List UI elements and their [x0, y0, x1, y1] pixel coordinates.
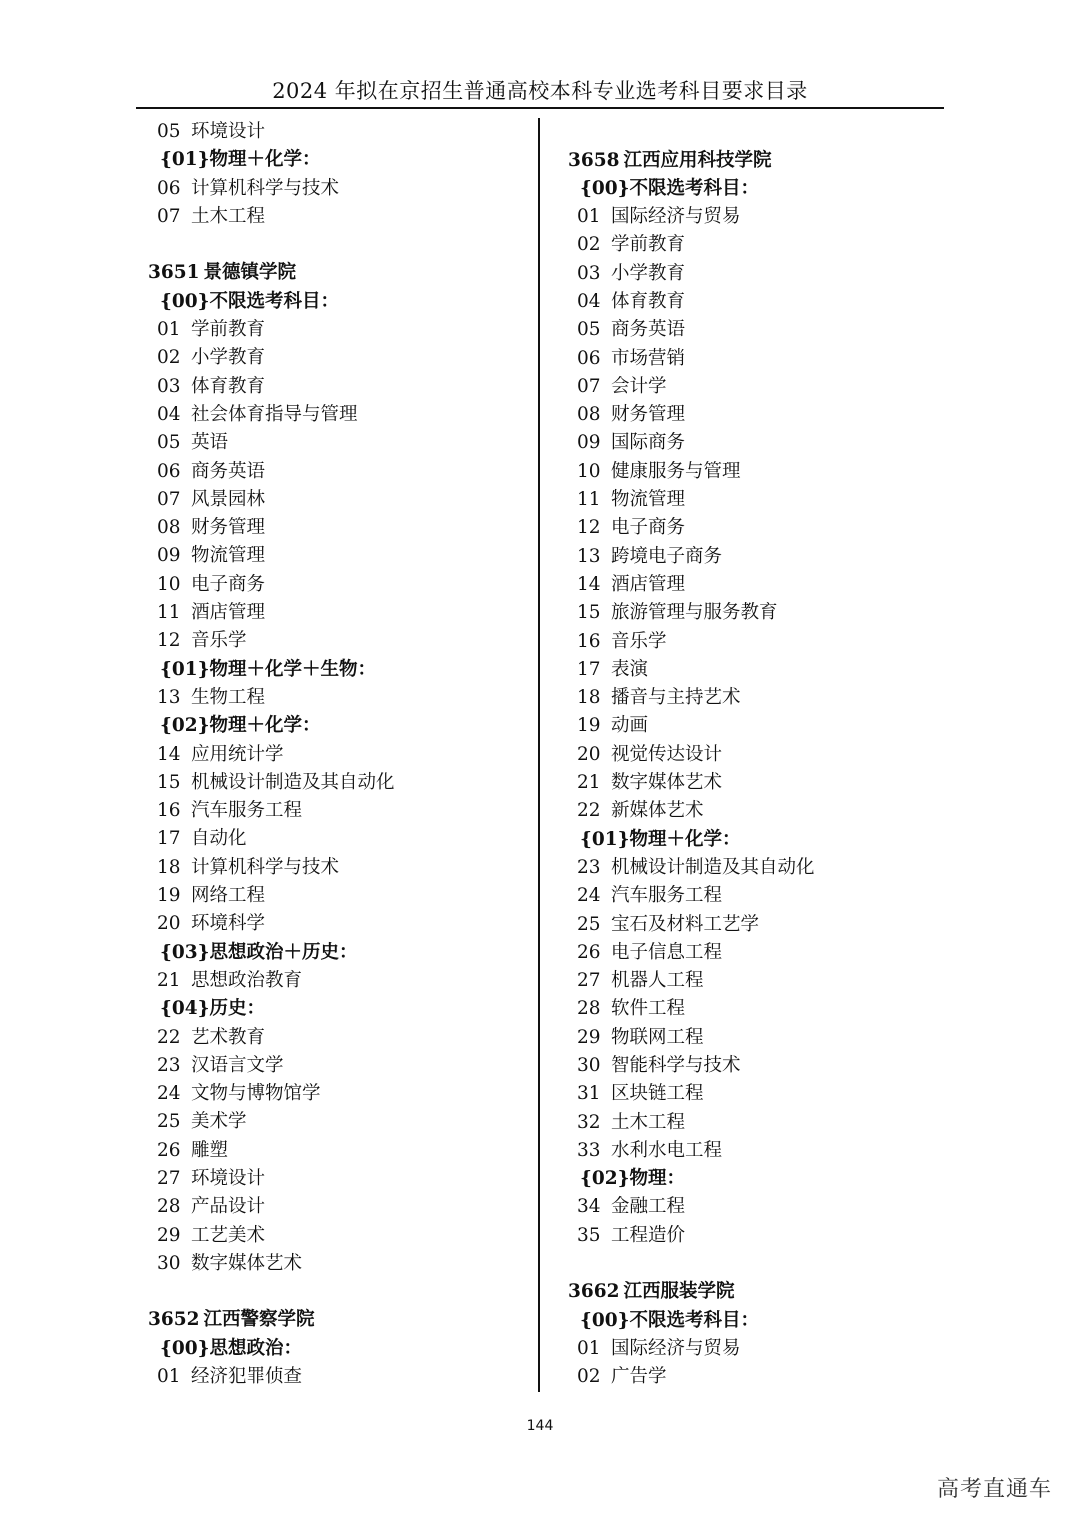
major-item	[148, 1080, 528, 1108]
major-name: 雕塑	[191, 1139, 229, 1161]
major-code: 01	[577, 1337, 601, 1359]
major-name: 英语	[191, 432, 229, 454]
major-code: 26	[157, 1139, 181, 1161]
major-item	[148, 1363, 528, 1391]
major-name: 土木工程	[611, 1111, 686, 1133]
major-code: 07	[577, 375, 601, 397]
major-code: 15	[577, 602, 601, 624]
major-name: 物流管理	[611, 489, 686, 511]
major-item	[148, 316, 528, 344]
major-item	[148, 344, 528, 372]
major-item	[568, 1052, 948, 1080]
major-code: 30	[577, 1055, 601, 1076]
major-code: 26	[577, 941, 601, 963]
major-name: 电子商务	[611, 517, 686, 539]
major-code: 34	[577, 1196, 601, 1218]
major-code: 35	[577, 1224, 601, 1246]
major-code: 23	[157, 1054, 181, 1076]
major-name: 健康服务与管理	[611, 460, 741, 482]
major-name: 动画	[611, 715, 649, 737]
major-name: 视觉传达设计	[611, 743, 723, 765]
major-name: 数字媒体艺术	[611, 772, 723, 794]
major-name: 商务英语	[191, 460, 266, 482]
major-name: 物流管理	[191, 545, 266, 567]
major-item	[148, 1193, 528, 1221]
column-divider	[538, 118, 540, 1392]
major-item	[568, 486, 948, 514]
school-name: 江西服装学院	[623, 1281, 735, 1303]
major-item	[148, 1108, 528, 1136]
major-item	[568, 401, 948, 429]
major-code: 05	[577, 319, 601, 341]
major-code: 20	[157, 913, 181, 935]
left-column	[148, 118, 528, 1391]
major-name: 财务管理	[611, 404, 686, 426]
major-name: 软件工程	[611, 998, 686, 1020]
major-name: 自动化	[191, 828, 247, 850]
school-code: 3652	[148, 1309, 200, 1331]
spacer	[148, 1278, 528, 1306]
major-code: 12	[157, 630, 181, 652]
school-code: 3651	[148, 262, 200, 284]
major-item	[568, 1024, 948, 1052]
major-code: 04	[577, 290, 601, 312]
right-column	[568, 147, 948, 1392]
major-code: 25	[577, 913, 601, 935]
major-code: 31	[577, 1083, 601, 1105]
major-item	[148, 429, 528, 457]
subject-group-heading: {03}思想政治＋历史：	[160, 941, 358, 963]
major-item	[568, 288, 948, 316]
subject-group-heading: {00}思想政治：	[160, 1337, 303, 1359]
major-code: 09	[157, 545, 181, 567]
major-code: 13	[577, 545, 601, 567]
major-item	[568, 1222, 948, 1250]
major-name: 社会体育指导与管理	[191, 403, 358, 425]
major-code: 20	[577, 743, 601, 765]
major-code: 24	[577, 885, 601, 907]
spacer	[148, 231, 528, 259]
major-item	[148, 401, 528, 429]
major-item	[568, 260, 948, 288]
major-name: 机械设计制造及其自动化	[191, 771, 395, 793]
major-code: 01	[577, 206, 601, 228]
major-code: 07	[157, 205, 181, 227]
major-item	[568, 429, 948, 457]
major-name: 网络工程	[191, 885, 266, 907]
subject-group-heading: {01}物理＋化学：	[160, 149, 321, 171]
major-code: 25	[157, 1111, 181, 1133]
major-name: 机械设计制造及其自动化	[611, 856, 815, 878]
major-name: 思想政治教育	[191, 969, 303, 991]
major-item	[568, 514, 948, 542]
major-name: 跨境电子商务	[611, 545, 723, 567]
major-name: 环境科学	[191, 913, 266, 935]
major-name: 艺术教育	[191, 1026, 266, 1048]
major-code: 14	[577, 573, 601, 595]
major-name: 物联网工程	[611, 1026, 704, 1048]
major-name: 播音与主持艺术	[611, 687, 741, 709]
major-item	[148, 910, 528, 938]
major-item	[148, 684, 528, 712]
subject-group-heading: {00}不限选考科目：	[580, 177, 760, 199]
major-code: 05	[157, 432, 181, 454]
major-code: 21	[157, 969, 181, 991]
major-name: 旅游管理与服务教育	[611, 602, 778, 624]
major-item	[148, 458, 528, 486]
major-code: 05	[157, 121, 181, 142]
major-item	[568, 1363, 948, 1391]
major-name: 机器人工程	[611, 970, 704, 992]
major-name: 国际经济与贸易	[611, 206, 741, 228]
major-item	[148, 627, 528, 655]
major-code: 33	[577, 1139, 601, 1161]
major-item	[148, 769, 528, 797]
subject-group-heading: {04}历史：	[160, 998, 266, 1020]
page-number: 144	[526, 1418, 554, 1434]
major-code: 06	[157, 177, 181, 199]
major-name: 酒店管理	[611, 573, 686, 595]
major-code: 24	[157, 1083, 181, 1105]
major-code: 23	[577, 856, 601, 878]
major-name: 风景园林	[191, 488, 266, 510]
major-item	[568, 854, 948, 882]
major-name: 表演	[611, 658, 649, 680]
major-item	[568, 1193, 948, 1221]
major-name: 学前教育	[191, 319, 266, 341]
major-code: 08	[157, 517, 181, 539]
major-code: 28	[157, 1196, 181, 1218]
major-name: 生物工程	[191, 686, 266, 708]
major-item	[568, 797, 948, 825]
major-code: 01	[157, 1366, 181, 1388]
major-name: 小学教育	[611, 262, 686, 284]
major-item	[568, 373, 948, 401]
major-name: 智能科学与技术	[611, 1055, 741, 1076]
major-code: 27	[577, 970, 601, 992]
major-name: 产品设计	[191, 1196, 266, 1218]
major-item	[568, 967, 948, 995]
major-item	[148, 1137, 528, 1165]
major-item	[568, 571, 948, 599]
major-item	[148, 967, 528, 995]
major-code: 12	[577, 517, 601, 539]
major-name: 电子信息工程	[611, 941, 723, 963]
major-name: 体育教育	[191, 375, 266, 397]
major-name: 经济犯罪侦查	[191, 1366, 303, 1388]
major-code: 16	[577, 630, 601, 652]
major-code: 06	[157, 460, 181, 482]
major-item	[148, 797, 528, 825]
major-item	[148, 1165, 528, 1193]
major-item	[568, 712, 948, 740]
spacer	[568, 1250, 948, 1278]
major-code: 18	[157, 856, 181, 878]
major-item	[568, 911, 948, 939]
major-name: 学前教育	[611, 234, 686, 256]
major-code: 03	[157, 375, 181, 397]
major-name: 汉语言文学	[191, 1054, 284, 1076]
major-item	[568, 599, 948, 627]
major-item	[148, 542, 528, 570]
major-item	[148, 882, 528, 910]
major-code: 17	[577, 658, 601, 680]
major-code: 09	[577, 432, 601, 454]
major-item	[568, 1109, 948, 1137]
major-name: 应用统计学	[191, 743, 284, 765]
major-code: 29	[577, 1026, 601, 1048]
major-code: 18	[577, 687, 601, 709]
subject-group-heading: {00}不限选考科目：	[580, 1309, 760, 1331]
major-name: 国际经济与贸易	[611, 1337, 741, 1359]
major-item	[568, 1080, 948, 1108]
major-item	[568, 684, 948, 712]
major-code: 06	[577, 347, 601, 369]
major-code: 22	[157, 1026, 181, 1048]
major-code: 01	[157, 319, 181, 341]
major-item	[148, 175, 528, 203]
major-name: 音乐学	[611, 630, 667, 652]
major-name: 国际商务	[611, 432, 686, 454]
major-name: 小学教育	[191, 347, 266, 369]
subject-group-heading: {00}不限选考科目：	[160, 290, 340, 312]
school-name: 江西应用科技学院	[623, 149, 772, 171]
major-item	[148, 203, 528, 231]
school-code: 3662	[568, 1281, 620, 1303]
major-name: 商务英语	[611, 319, 686, 341]
major-name: 广告学	[611, 1366, 667, 1388]
major-name: 汽车服务工程	[191, 800, 303, 822]
major-name: 金融工程	[611, 1196, 686, 1218]
major-code: 14	[157, 743, 181, 765]
major-item	[568, 1335, 948, 1363]
major-item	[148, 373, 528, 401]
major-code: 28	[577, 998, 601, 1020]
major-name: 区块链工程	[611, 1083, 704, 1105]
major-code: 07	[157, 488, 181, 510]
major-item	[148, 825, 528, 853]
major-item	[148, 599, 528, 627]
major-code: 08	[577, 404, 601, 426]
school-heading	[148, 259, 528, 287]
major-item	[568, 741, 948, 769]
major-name: 工艺美术	[191, 1224, 266, 1246]
subject-group-heading: {02}物理＋化学：	[160, 715, 321, 737]
major-name: 计算机科学与技术	[191, 856, 340, 878]
major-item	[148, 571, 528, 599]
major-item	[568, 769, 948, 797]
major-code: 19	[577, 715, 601, 737]
title-divider	[136, 107, 944, 109]
major-item	[568, 345, 948, 373]
major-code: 03	[577, 262, 601, 284]
major-name: 新媒体艺术	[611, 800, 704, 822]
school-heading	[148, 1306, 528, 1334]
major-code: 04	[157, 403, 181, 425]
major-name: 会计学	[611, 375, 667, 397]
major-name: 体育教育	[611, 290, 686, 312]
subject-group-heading: {01}物理＋化学＋生物：	[160, 658, 377, 680]
major-name: 美术学	[191, 1111, 247, 1133]
major-item	[568, 995, 948, 1023]
major-code: 30	[157, 1252, 181, 1274]
major-item	[568, 543, 948, 571]
major-code: 02	[577, 1366, 601, 1388]
major-name: 音乐学	[191, 630, 247, 652]
major-item	[568, 882, 948, 910]
major-name: 电子商务	[191, 573, 266, 595]
major-name: 计算机科学与技术	[191, 177, 340, 199]
major-item	[148, 514, 528, 542]
major-name: 汽车服务工程	[611, 885, 723, 907]
major-item	[148, 854, 528, 882]
major-name: 工程造价	[611, 1224, 686, 1246]
major-item	[568, 656, 948, 684]
watermark: 高考直通车	[936, 1477, 1052, 1502]
major-code: 11	[157, 602, 181, 624]
major-item	[568, 628, 948, 656]
major-code: 19	[157, 885, 181, 907]
major-item	[568, 1137, 948, 1165]
major-name: 土木工程	[191, 205, 266, 227]
major-code: 17	[157, 828, 181, 850]
school-name: 江西警察学院	[203, 1309, 315, 1331]
major-item	[568, 939, 948, 967]
major-code: 29	[157, 1224, 181, 1246]
major-item	[568, 203, 948, 231]
major-item	[148, 1052, 528, 1080]
major-name: 酒店管理	[191, 602, 266, 624]
page-title: 2024 年拟在京招生普通高校本科专业选考科目要求目录	[272, 79, 808, 103]
major-code: 02	[157, 347, 181, 369]
major-name: 财务管理	[191, 517, 266, 539]
major-item	[148, 1024, 528, 1052]
school-heading	[568, 147, 948, 175]
major-name: 数字媒体艺术	[191, 1252, 303, 1274]
major-item	[568, 458, 948, 486]
major-item	[148, 486, 528, 514]
subject-group-heading: {01}物理＋化学：	[580, 828, 741, 850]
major-code: 32	[577, 1111, 601, 1133]
major-name: 环境设计	[191, 121, 266, 142]
major-item	[148, 118, 528, 146]
major-item	[148, 741, 528, 769]
major-code: 02	[577, 234, 601, 256]
major-code: 21	[577, 772, 601, 794]
major-code: 11	[577, 489, 601, 511]
school-code: 3658	[568, 149, 620, 171]
major-name: 水利水电工程	[611, 1139, 723, 1161]
major-name: 宝石及材料工艺学	[611, 913, 760, 935]
major-name: 市场营销	[611, 347, 686, 369]
school-heading	[568, 1278, 948, 1306]
major-code: 10	[157, 573, 181, 595]
major-code: 15	[157, 771, 181, 793]
major-code: 10	[577, 460, 601, 482]
school-name: 景德镇学院	[203, 262, 297, 284]
major-name: 环境设计	[191, 1167, 266, 1189]
subject-group-heading: {02}物理：	[580, 1168, 686, 1190]
major-item	[568, 231, 948, 259]
major-item	[148, 1222, 528, 1250]
major-code: 22	[577, 800, 601, 822]
major-name: 文物与博物馆学	[191, 1083, 321, 1105]
major-code: 16	[157, 800, 181, 822]
major-item	[148, 1250, 528, 1278]
major-code: 13	[157, 686, 181, 708]
major-code: 27	[157, 1167, 181, 1189]
major-item	[568, 316, 948, 344]
